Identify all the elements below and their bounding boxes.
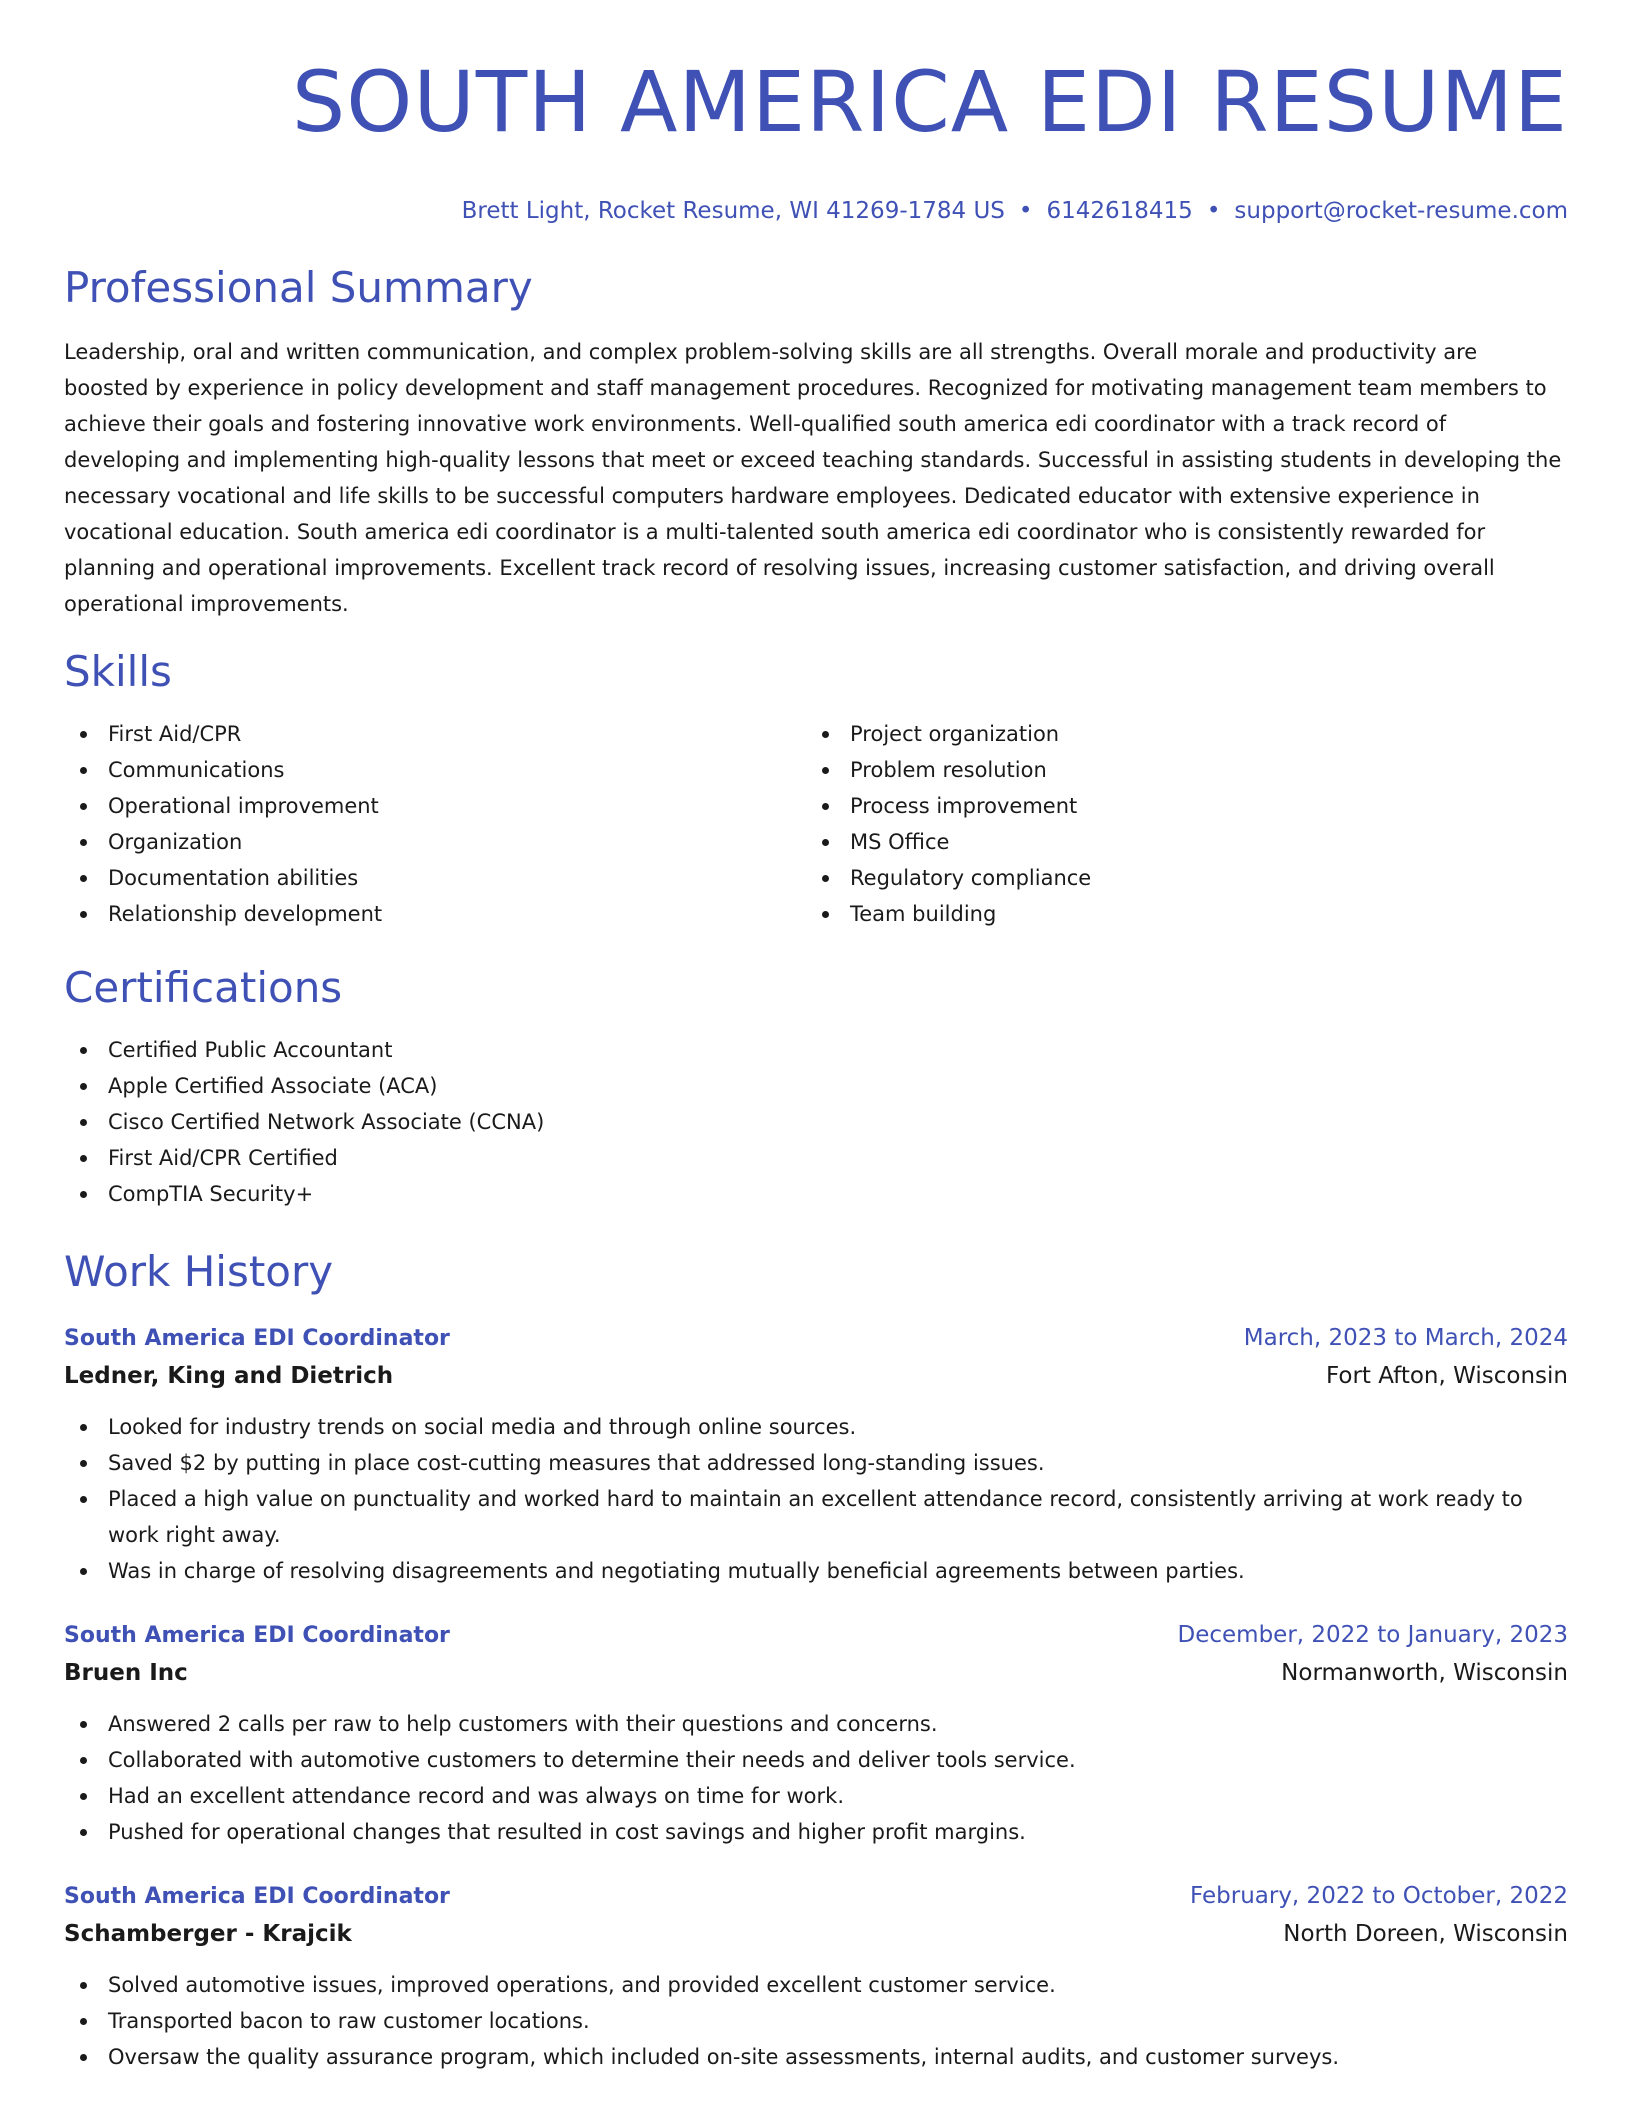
skill-item: Communications xyxy=(64,752,806,788)
skill-item: Project organization xyxy=(806,716,1548,752)
contact-separator: • xyxy=(1206,198,1221,224)
job-location: Normanworth, Wisconsin xyxy=(1281,1660,1568,1686)
resume-page xyxy=(64,0,1568,2075)
job-bullet: Looked for industry trends on social media and through online sources. xyxy=(64,1409,1568,1445)
job-location: North Doreen, Wisconsin xyxy=(1283,1921,1568,1947)
skill-item: Documentation abilities xyxy=(64,860,806,896)
skill-item: Regulatory compliance xyxy=(806,860,1548,896)
job-bullet: Was in charge of resolving disagreements and negotiating mutually beneficial agreements between parties. xyxy=(64,1553,1568,1589)
skills-column-right xyxy=(806,716,1548,932)
skill-item: Team building xyxy=(806,896,1548,932)
job-dates: February, 2022 to October, 2022 xyxy=(1190,1883,1568,1909)
job-company: Schamberger - Krajcik xyxy=(64,1921,352,1947)
certification-item: First Aid/CPR Certified xyxy=(64,1140,1568,1176)
job-bullets xyxy=(64,1967,1568,2075)
skill-item: Organization xyxy=(64,824,806,860)
skills-list-left xyxy=(64,716,806,932)
job-title: South America EDI Coordinator xyxy=(64,1326,450,1351)
work-history-heading: Work History xyxy=(64,1247,334,1296)
certification-item: Certified Public Accountant xyxy=(64,1032,1568,1068)
job-bullet: Had an excellent attendance record and was always on time for work. xyxy=(64,1778,1568,1814)
skill-item: First Aid/CPR xyxy=(64,716,806,752)
skill-item: MS Office xyxy=(806,824,1548,860)
skills-grid xyxy=(64,716,1568,932)
job-bullet: Answered 2 calls per raw to help customers with their questions and concerns. xyxy=(64,1706,1568,1742)
summary-heading: Professional Summary xyxy=(64,263,533,312)
skills-column-left xyxy=(64,716,806,932)
job-entry xyxy=(64,1617,1568,1850)
job-bullet: Pushed for operational changes that resulted in cost savings and higher profit margins. xyxy=(64,1814,1568,1850)
job-dates: December, 2022 to January, 2023 xyxy=(1177,1622,1568,1648)
contact-separator: • xyxy=(1018,198,1033,224)
job-bullet: Solved automotive issues, improved operations, and provided excellent customer service. xyxy=(64,1967,1568,2003)
skill-item: Process improvement xyxy=(806,788,1548,824)
job-company: Ledner, King and Dietrich xyxy=(64,1363,394,1389)
resume-title: SOUTH AMERICA EDI RESUME xyxy=(291,53,1568,151)
job-bullet: Placed a high value on punctuality and worked hard to maintain an excellent attendance record, consistently arriving at work ready to work right away. xyxy=(64,1481,1568,1553)
job-entry xyxy=(64,1320,1568,1589)
job-entry xyxy=(64,1878,1568,2075)
skill-item: Operational improvement xyxy=(64,788,806,824)
certifications-heading: Certifications xyxy=(64,963,343,1012)
certification-item: Cisco Certified Network Associate (CCNA) xyxy=(64,1104,1568,1140)
contact-line xyxy=(64,196,1568,226)
job-company-row xyxy=(64,1915,1568,1953)
job-title-row xyxy=(64,1320,1568,1357)
skills-list-right xyxy=(806,716,1548,932)
job-bullet: Saved $2 by putting in place cost-cutting measures that addressed long-standing issues. xyxy=(64,1445,1568,1481)
job-dates: March, 2023 to March, 2024 xyxy=(1243,1325,1568,1351)
job-bullet: Oversaw the quality assurance program, which included on-site assessments, internal audits, and customer surveys. xyxy=(64,2039,1568,2075)
skill-item: Problem resolution xyxy=(806,752,1548,788)
skills-heading: Skills xyxy=(64,647,172,696)
job-title: South America EDI Coordinator xyxy=(64,1884,450,1909)
certification-item: Apple Certified Associate (ACA) xyxy=(64,1068,1568,1104)
job-bullet: Collaborated with automotive customers to determine their needs and deliver tools service. xyxy=(64,1742,1568,1778)
job-location: Fort Afton, Wisconsin xyxy=(1325,1363,1568,1389)
contact-phone: 6142618415 xyxy=(1046,198,1193,224)
job-title-row xyxy=(64,1878,1568,1915)
job-title-row xyxy=(64,1617,1568,1654)
job-company-row xyxy=(64,1654,1568,1692)
summary-text: Leadership, oral and written communication, and complex problem-solving skills are all strengths. Overall morale and productivity are boosted by experience in policy development and staff management procedures. Recognized for motivating management team members to achieve their goals and fostering innovative work environments. Well-qualified south america edi coordinator with a track record of developing and implementing high-quality lessons that meet or exceed teaching standards. Successful in assisting students in developing the necessary vocational and life skills to be successful computers hardware employees. Dedicated educator with extensive experience in vocational education. South america edi coordinator is a multi-talented south america edi coordinator who is consistently rewarded for planning and operational improvements. Excellent track record of resolving issues, increasing customer satisfaction, and driving overall operational improvements. xyxy=(64,340,1562,616)
job-company: Bruen Inc xyxy=(64,1660,188,1686)
job-bullets xyxy=(64,1409,1568,1589)
job-bullet: Transported bacon to raw customer locations. xyxy=(64,2003,1568,2039)
job-title: South America EDI Coordinator xyxy=(64,1623,450,1648)
contact-address: Brett Light, Rocket Resume, WI 41269-1784 US xyxy=(461,198,1005,224)
certification-item: CompTIA Security+ xyxy=(64,1176,1568,1212)
job-bullets xyxy=(64,1706,1568,1850)
skill-item: Relationship development xyxy=(64,896,806,932)
job-company-row xyxy=(64,1357,1568,1395)
certifications-list xyxy=(64,1032,1568,1212)
contact-email: support@rocket-resume.com xyxy=(1234,198,1568,224)
